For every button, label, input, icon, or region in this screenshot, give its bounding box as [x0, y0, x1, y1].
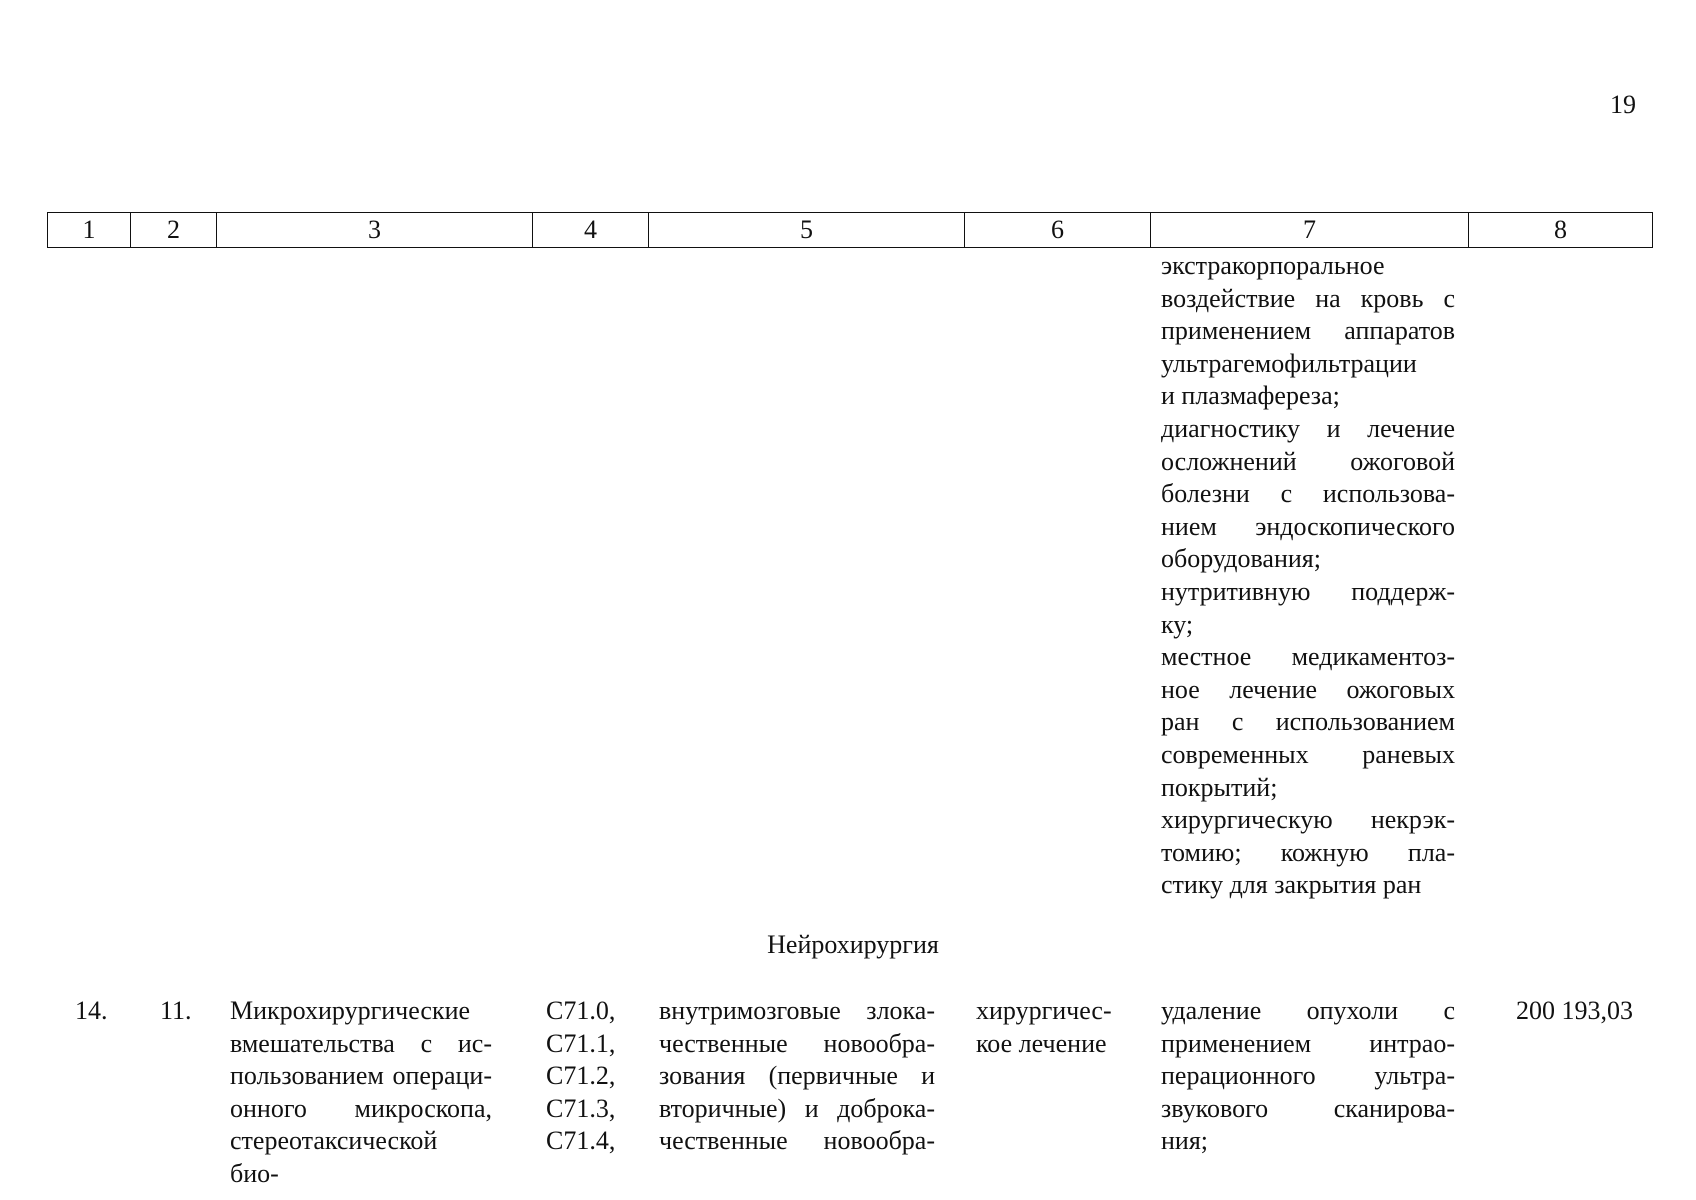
text-line: C71.0,	[546, 996, 616, 1025]
care-type-name	[230, 995, 492, 1191]
patient-model	[659, 995, 935, 1158]
text-line: C71.4,	[546, 1126, 616, 1156]
header-col-2: 2	[131, 213, 217, 248]
header-col-8: 8	[1469, 213, 1653, 248]
text-line: применением аппаратов	[1161, 316, 1455, 346]
text-line: воздействие на кровь с	[1161, 283, 1455, 313]
text-line: C71.2,	[546, 1061, 616, 1091]
text-line: C71.3,	[546, 1093, 616, 1123]
header-col-4: 4	[533, 213, 649, 248]
text-line: хирургичес-	[976, 996, 1112, 1025]
text-line: стику для закрытия ран	[1161, 870, 1422, 900]
text-line: томию; кожную пла-	[1161, 837, 1455, 867]
text-line: внутримозговые злока-	[659, 996, 935, 1025]
section-title: Нейрохирургия	[767, 930, 939, 959]
header-col-5: 5	[649, 213, 965, 248]
header-col-1: 1	[48, 213, 131, 248]
text-line: осложнений ожоговой	[1161, 446, 1455, 476]
text-line: зования (первичные и	[659, 1061, 935, 1091]
header-col-6: 6	[965, 213, 1151, 248]
continued-treatment-methods	[1161, 250, 1455, 902]
icd-codes	[546, 995, 626, 1158]
text-line: болезни с использова-	[1161, 479, 1455, 509]
text-line: ное лечение ожоговых	[1161, 674, 1455, 704]
text-line: ультрагемофильтрации	[1161, 348, 1417, 378]
text-line: покрытий;	[1161, 772, 1278, 802]
header-col-7: 7	[1151, 213, 1469, 248]
text-line: оборудования;	[1161, 544, 1321, 574]
text-line: нием эндоскопического	[1161, 511, 1455, 541]
text-line: Микрохирургические	[230, 996, 471, 1025]
text-line: применением интрао-	[1161, 1028, 1455, 1058]
row-number: 14.	[75, 996, 108, 1025]
text-line: чественные новообра-	[659, 1028, 935, 1058]
text-line: современных раневых	[1161, 739, 1455, 769]
text-line: ку;	[1161, 609, 1194, 639]
treatment-method	[1161, 995, 1455, 1158]
text-line: местное медикаментоз-	[1161, 642, 1455, 672]
text-line: кое лечение	[976, 1028, 1107, 1058]
text-line: нутритивную поддерж-	[1161, 576, 1455, 606]
text-line: экстракорпоральное	[1161, 251, 1385, 280]
column-number-header	[47, 212, 1653, 248]
standard-cost: 200 193,03	[1516, 996, 1633, 1025]
text-line: онного микроскопа,	[230, 1093, 492, 1123]
header-col-3: 3	[217, 213, 533, 248]
text-line: пользованием операци-	[230, 1061, 492, 1091]
group-number: 11.	[160, 996, 192, 1025]
text-line: диагностику и лечение	[1161, 413, 1455, 443]
text-line: звукового сканирова-	[1161, 1093, 1455, 1123]
text-line: C71.1,	[546, 1028, 616, 1058]
text-line: стереотаксической био-	[230, 1126, 438, 1188]
text-line: вмешательства с ис-	[230, 1028, 492, 1058]
text-line: чественные новообра-	[659, 1126, 935, 1156]
text-line: вторичные) и доброка-	[659, 1093, 935, 1123]
text-line: ран с использованием	[1161, 707, 1455, 737]
text-line: и плазмафереза;	[1161, 381, 1340, 411]
text-line: удаление опухоли с	[1161, 996, 1455, 1025]
text-line: хирургическую некрэк-	[1161, 805, 1455, 835]
treatment-type	[976, 995, 1126, 1060]
text-line: перационного ультра-	[1161, 1061, 1455, 1091]
page-number: 19	[1610, 90, 1636, 119]
text-line: ния;	[1161, 1126, 1209, 1156]
